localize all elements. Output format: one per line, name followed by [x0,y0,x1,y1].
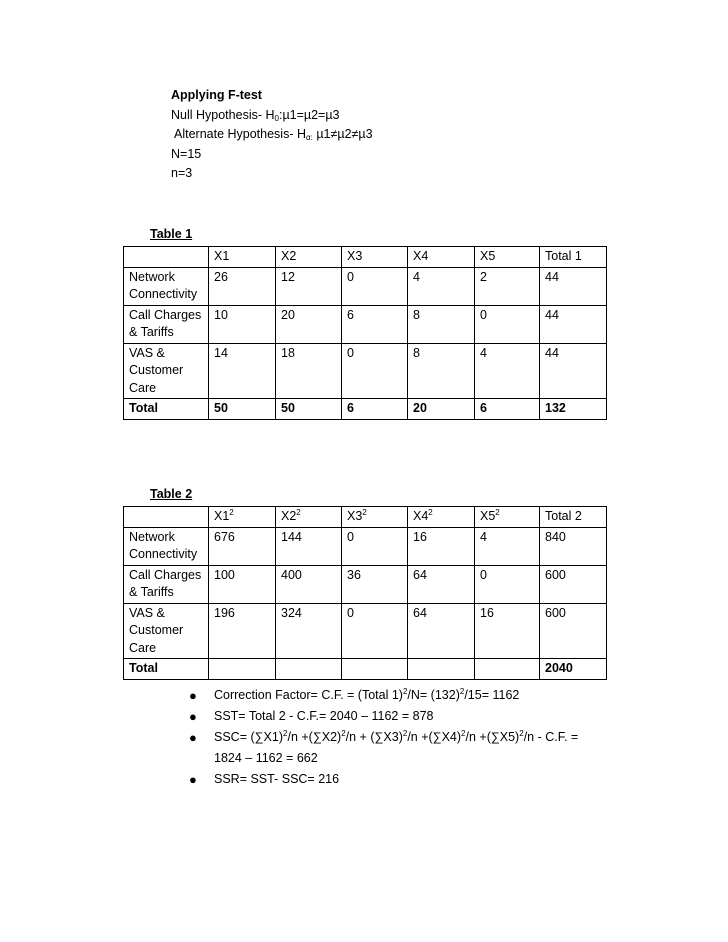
ssc-line: ● $SSC= (\sum X1)^2/n +(\sum X2)^2/n + (\sum X3)^2/n +(\sum X4)^2/n +(\sum X5)^2/n - C.F$. = [189,727,578,748]
total-cell: 20 [408,399,475,420]
table-cell: 4 [475,527,540,565]
row-label: Network Connectivity [124,267,209,305]
table-cell: 4 [475,343,540,399]
table-row [124,343,607,399]
total-cell [408,659,475,680]
table-cell: 676 [209,527,276,565]
total-cell [475,659,540,680]
table-row [124,603,607,659]
header-row [124,247,607,268]
table-cell: 20 [276,305,342,343]
table-cell: 18 [276,343,342,399]
table-2-caption: Table 2 [150,487,193,501]
correction-factor-line: ● Correction Factor= C.F. = (Total $1)^2/N= (132)^2/15= 1162$ [189,685,578,706]
f-test-header [171,86,373,184]
table-cell: 44 [540,305,607,343]
row-label: VAS & Customer Care [124,343,209,399]
table-cell: 12 [276,267,342,305]
column-header: X4 [408,247,475,268]
table-cell: 600 [540,565,607,603]
row-label: Network Connectivity [124,527,209,565]
table-cell: 0 [342,343,408,399]
ssc-result-line: 1824 – 1162 = 662 [214,751,318,765]
total-cell: 6 [475,399,540,420]
table-cell: 36 [342,565,408,603]
table-cell: 0 [475,565,540,603]
bullet-icon: ● [189,688,197,703]
total-cell [209,659,276,680]
column-header: $X3^2$ [342,507,408,528]
column-header: X1 [209,247,276,268]
table-cell: 2 [475,267,540,305]
column-header: Total 2 [540,507,607,528]
table-cell: 64 [408,603,475,659]
sample-size: n=3 [171,166,193,180]
table-cell: 400 [276,565,342,603]
table-row [124,305,607,343]
table-row [124,565,607,603]
table-cell: 8 [408,343,475,399]
table-cell: 324 [276,603,342,659]
total-label: Total [124,399,209,420]
table-cell: 0 [475,305,540,343]
table-cell: 44 [540,343,607,399]
table-cell: 0 [342,267,408,305]
column-header: $X2^2$ [276,507,342,528]
bullet-icon: ● [189,709,197,724]
alternate-hypothesis: Alternate Hypothesis- $H_{\alpha:}$ µ1≠µ2≠µ3 [174,127,373,142]
column-header: Total 1 [540,247,607,268]
total-cell: 50 [209,399,276,420]
table-cell: 144 [276,527,342,565]
column-header: $X4^2$ [408,507,475,528]
table-cell: 840 [540,527,607,565]
table-cell: 196 [209,603,276,659]
column-header: X5 [475,247,540,268]
table-cell: 26 [209,267,276,305]
column-header [124,247,209,268]
total-cell [276,659,342,680]
table-cell: 6 [342,305,408,343]
table-cell: 0 [342,603,408,659]
table-cell: 14 [209,343,276,399]
population-size: N=15 [171,146,202,161]
row-label: VAS & Customer Care [124,603,209,659]
table-2 [123,506,607,680]
section-title: Applying F-test [171,88,262,102]
total-row [124,399,607,420]
table-cell: 44 [540,267,607,305]
total-cell: 2040 [540,659,607,680]
null-hypothesis: Null Hypothesis- $H_0:\mu 1=\mu 2=\mu 3$ [171,107,340,123]
table-1 [123,246,607,420]
column-header [124,507,209,528]
column-header: X2 [276,247,342,268]
column-header: $X1^2$ [209,507,276,528]
header-row [124,507,607,528]
row-label: Call Charges & Tariffs [124,305,209,343]
column-header: X3 [342,247,408,268]
table-cell: 8 [408,305,475,343]
table-row [124,267,607,305]
sst-line: ● SST= Total 2 - C.F.= 2040 – 1162 = 878 [189,706,578,727]
table-cell: 16 [475,603,540,659]
calculation-list [189,685,578,790]
table-cell: 4 [408,267,475,305]
table-1-caption: Table 1 [150,227,193,241]
row-label: Call Charges & Tariffs [124,565,209,603]
table-cell: 600 [540,603,607,659]
column-header: $X5^2$ [475,507,540,528]
total-cell [342,659,408,680]
bullet-icon: ● [189,730,197,745]
table-cell: 100 [209,565,276,603]
ssr-line: ● SSR= SST- SSC= 216 [189,769,578,790]
total-cell: 50 [276,399,342,420]
total-row [124,659,607,680]
bullet-icon: ● [189,772,197,787]
table-cell: 16 [408,527,475,565]
total-cell: 132 [540,399,607,420]
table-cell: 0 [342,527,408,565]
table-cell: 64 [408,565,475,603]
table-cell: 10 [209,305,276,343]
table-row [124,527,607,565]
total-label: Total [124,659,209,680]
total-cell: 6 [342,399,408,420]
